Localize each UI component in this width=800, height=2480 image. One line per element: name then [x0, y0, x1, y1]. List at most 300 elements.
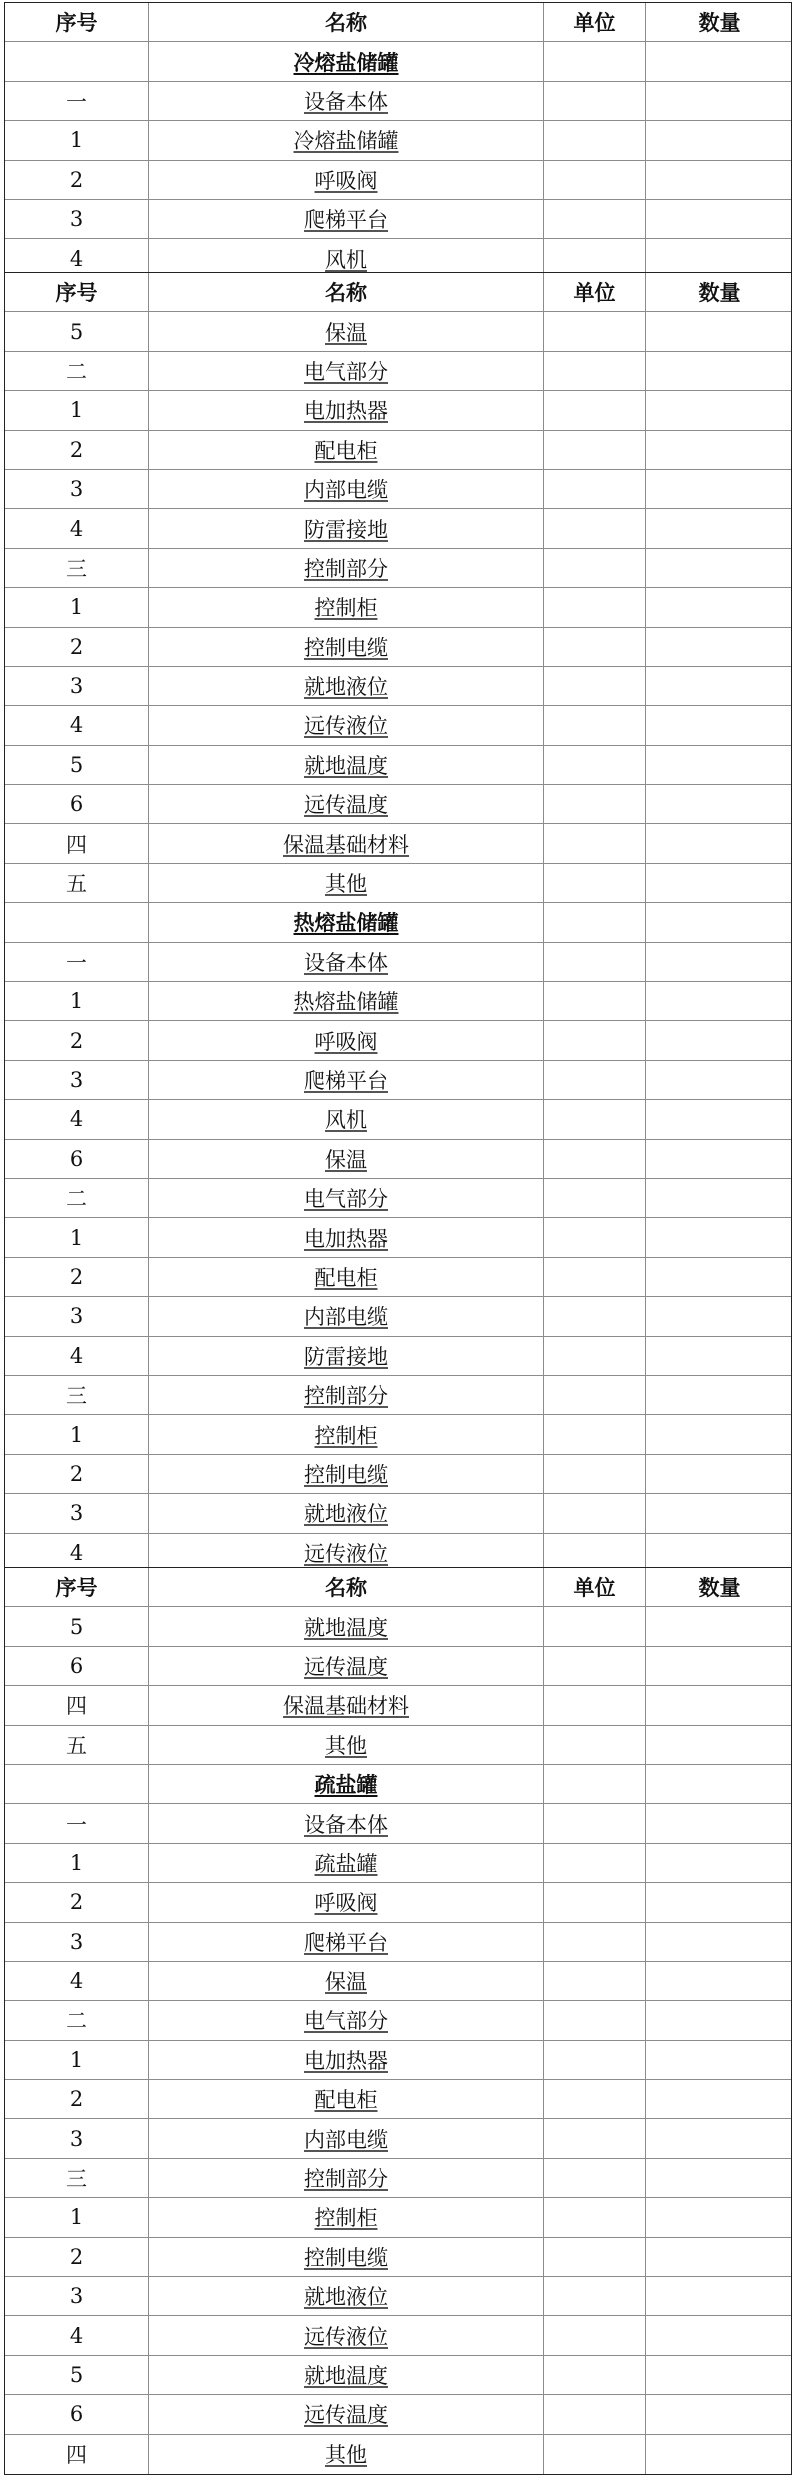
unit-cell	[544, 2080, 646, 2118]
table-row	[5, 1883, 791, 1922]
item-name-text: 风机	[325, 1108, 367, 1133]
quantity-cell	[646, 200, 793, 238]
unit-cell	[544, 352, 646, 390]
quantity-cell	[646, 785, 793, 823]
unit-cell	[544, 1647, 646, 1685]
item-number: 1	[5, 2198, 149, 2236]
quantity-cell	[646, 1923, 793, 1961]
equipment-table-1	[4, 2, 792, 280]
item-number: 四	[5, 824, 149, 862]
equipment-table-3	[4, 1567, 792, 2475]
table-row	[5, 2119, 791, 2158]
item-name-text: 控制电缆	[304, 2245, 388, 2270]
table-row	[5, 1376, 791, 1415]
unit-cell	[544, 943, 646, 981]
equipment-table-2	[4, 272, 792, 1574]
item-name	[149, 1179, 544, 1217]
item-number: 3	[5, 667, 149, 705]
table-row	[5, 1923, 791, 1962]
item-name	[149, 1218, 544, 1256]
table-row	[5, 2238, 791, 2277]
header-no: 序号	[5, 3, 149, 41]
item-name	[149, 2080, 544, 2118]
item-number: 五	[5, 864, 149, 902]
item-name-text: 防雷接地	[304, 1344, 388, 1369]
item-name-text: 呼吸阀	[314, 1029, 378, 1054]
unit-cell	[544, 667, 646, 705]
item-name	[149, 470, 544, 508]
quantity-cell	[646, 628, 793, 666]
item-number: 4	[5, 1100, 149, 1138]
table-row	[5, 2356, 791, 2395]
unit-cell	[544, 1607, 646, 1645]
item-name-text: 控制部分	[304, 2167, 388, 2192]
table-row	[5, 1021, 791, 1060]
item-name	[149, 1140, 544, 1178]
quantity-cell	[646, 2316, 793, 2354]
quantity-cell	[646, 982, 793, 1020]
item-name	[149, 2356, 544, 2394]
item-number: 二	[5, 1179, 149, 1217]
item-name-text: 控制部分	[304, 1384, 388, 1409]
item-number: 3	[5, 1923, 149, 1961]
item-name	[149, 2316, 544, 2354]
table-row	[5, 1455, 791, 1494]
table-row	[5, 82, 791, 121]
item-name	[149, 746, 544, 784]
quantity-cell	[646, 431, 793, 469]
unit-cell	[544, 509, 646, 547]
item-name-text: 电加热器	[304, 399, 388, 424]
unit-cell	[544, 1686, 646, 1724]
item-name-text: 配电柜	[314, 438, 378, 463]
unit-cell	[544, 1258, 646, 1296]
table-row	[5, 161, 791, 200]
item-name	[149, 2238, 544, 2276]
item-name-text: 远传温度	[304, 2403, 388, 2428]
unit-cell	[544, 2119, 646, 2157]
table-row	[5, 1179, 791, 1218]
header-qty: 数量	[698, 10, 741, 36]
unit-cell	[544, 864, 646, 902]
unit-cell	[544, 1923, 646, 1961]
table-row	[5, 2435, 791, 2474]
unit-cell	[544, 2435, 646, 2474]
unit-cell	[544, 1297, 646, 1335]
item-number: 3	[5, 1061, 149, 1099]
item-name	[149, 1415, 544, 1453]
unit-cell	[544, 391, 646, 429]
item-number: 3	[5, 2277, 149, 2315]
quantity-cell	[646, 312, 793, 350]
item-number: 4	[5, 509, 149, 547]
item-name	[149, 1607, 544, 1645]
table-row	[5, 431, 791, 470]
item-name-text: 其他	[325, 1733, 367, 1758]
item-number: 3	[5, 2119, 149, 2157]
header-no: 序号	[5, 273, 149, 311]
item-name-text: 疏盐罐	[314, 1772, 378, 1798]
item-name-text: 热熔盐储罐	[293, 990, 399, 1015]
quantity-cell	[646, 1258, 793, 1296]
unit-cell	[544, 1061, 646, 1099]
quantity-cell	[646, 1844, 793, 1882]
unit-cell	[544, 470, 646, 508]
item-name-text: 其他	[325, 872, 367, 897]
item-name-text: 就地温度	[304, 2364, 388, 2388]
unit-cell	[544, 2198, 646, 2236]
item-name	[149, 431, 544, 469]
item-name-text: 其他	[325, 2443, 367, 2468]
table-row	[5, 1415, 791, 1454]
table-row	[5, 1686, 791, 1725]
item-number: 2	[5, 1883, 149, 1921]
unit-cell	[544, 2041, 646, 2079]
item-name-text: 配电柜	[314, 2088, 378, 2113]
item-number: 一	[5, 82, 149, 120]
item-name	[149, 312, 544, 350]
item-number: 2	[5, 161, 149, 199]
item-name	[149, 1258, 544, 1296]
table-row	[5, 352, 791, 391]
item-number: 1	[5, 982, 149, 1020]
item-name-text: 就地液位	[304, 1502, 388, 1527]
item-number: 3	[5, 1297, 149, 1335]
quantity-cell	[646, 1021, 793, 1059]
item-name	[149, 1647, 544, 1685]
item-number: 1	[5, 1415, 149, 1453]
quantity-cell	[646, 391, 793, 429]
unit-cell	[544, 903, 646, 941]
item-number: 6	[5, 785, 149, 823]
item-number: 1	[5, 2041, 149, 2079]
item-name	[149, 2119, 544, 2157]
unit-cell	[544, 1415, 646, 1453]
item-number: 1	[5, 391, 149, 429]
unit-cell	[544, 312, 646, 350]
quantity-cell	[646, 1962, 793, 2000]
section-row	[5, 1765, 791, 1804]
table-row	[5, 1100, 791, 1139]
item-number: 2	[5, 1021, 149, 1059]
item-name-text: 爬梯平台	[304, 1930, 388, 1955]
quantity-cell	[646, 1179, 793, 1217]
item-name-text: 内部电缆	[304, 2127, 388, 2152]
item-name	[149, 1100, 544, 1138]
quantity-cell	[646, 1647, 793, 1685]
item-name-text: 爬梯平台	[304, 1069, 388, 1093]
quantity-cell	[646, 1607, 793, 1645]
table-row	[5, 943, 791, 982]
item-name-text: 就地温度	[304, 1615, 388, 1640]
table-row	[5, 1726, 791, 1765]
item-name-text: 电加热器	[304, 2048, 388, 2073]
item-name-text: 就地温度	[304, 753, 388, 778]
unit-cell	[544, 746, 646, 784]
table-row	[5, 628, 791, 667]
unit-cell	[544, 1494, 646, 1532]
item-number: 四	[5, 1686, 149, 1724]
item-number: 三	[5, 549, 149, 587]
table-row	[5, 470, 791, 509]
table-row	[5, 1647, 791, 1686]
item-number: 2	[5, 431, 149, 469]
table-row	[5, 2041, 791, 2080]
table-row	[5, 667, 791, 706]
quantity-cell	[646, 1686, 793, 1724]
item-name	[149, 2277, 544, 2315]
item-number: 一	[5, 943, 149, 981]
item-number: 四	[5, 2435, 149, 2474]
unit-cell	[544, 2316, 646, 2354]
table-row	[5, 1844, 791, 1883]
unit-cell	[544, 161, 646, 199]
unit-cell	[544, 628, 646, 666]
item-number: 2	[5, 1455, 149, 1493]
item-name-text: 保温	[325, 320, 367, 345]
unit-cell	[544, 2001, 646, 2039]
item-name	[149, 1923, 544, 1961]
unit-cell	[544, 1218, 646, 1256]
item-name-text: 控制柜	[314, 596, 378, 621]
quantity-cell	[646, 1726, 793, 1764]
section-row	[5, 903, 791, 942]
item-number: 1	[5, 1844, 149, 1882]
item-name	[149, 2001, 544, 2039]
item-name-text: 疏盐罐	[314, 1851, 378, 1876]
quantity-cell	[646, 1376, 793, 1414]
item-number: 5	[5, 1607, 149, 1645]
unit-cell	[544, 431, 646, 469]
item-name-text: 风机	[325, 248, 367, 273]
unit-cell	[544, 588, 646, 626]
quantity-cell	[646, 2119, 793, 2157]
header-name: 名称	[149, 3, 544, 41]
item-name	[149, 1021, 544, 1059]
table-header-row	[5, 3, 791, 42]
quantity-cell	[646, 903, 793, 941]
quantity-cell	[646, 1883, 793, 1921]
table-row	[5, 549, 791, 588]
item-name-text: 控制部分	[304, 556, 388, 581]
table-row	[5, 864, 791, 903]
item-name	[149, 588, 544, 626]
quantity-cell	[646, 2238, 793, 2276]
item-name-text: 保温基础材料	[283, 832, 409, 857]
item-name	[149, 1844, 544, 1882]
quantity-cell	[646, 2435, 793, 2474]
table-row	[5, 1494, 791, 1533]
item-name	[149, 943, 544, 981]
quantity-cell	[646, 2001, 793, 2039]
table-row	[5, 588, 791, 627]
item-number: 4	[5, 239, 149, 278]
item-number: 4	[5, 1534, 149, 1573]
item-name	[149, 1883, 544, 1921]
item-name-text: 远传温度	[304, 793, 388, 818]
quantity-cell	[646, 42, 793, 80]
quantity-cell	[646, 2277, 793, 2315]
item-name	[149, 785, 544, 823]
table-row	[5, 2395, 791, 2434]
unit-cell	[544, 1337, 646, 1375]
item-name	[149, 352, 544, 390]
item-name-text: 电气部分	[304, 1187, 388, 1212]
table-row	[5, 824, 791, 863]
item-number: 2	[5, 2080, 149, 2118]
quantity-cell	[646, 1061, 793, 1099]
table-row	[5, 1337, 791, 1376]
header-no: 序号	[5, 1568, 149, 1606]
item-number: 3	[5, 200, 149, 238]
quantity-cell	[646, 588, 793, 626]
table-row	[5, 200, 791, 239]
item-number: 4	[5, 1962, 149, 2000]
quantity-cell	[646, 2080, 793, 2118]
item-number	[5, 42, 149, 80]
item-number: 五	[5, 1726, 149, 1764]
quantity-cell	[646, 509, 793, 547]
table-row	[5, 2277, 791, 2316]
quantity-cell	[646, 746, 793, 784]
quantity-cell	[646, 2198, 793, 2236]
item-number: 6	[5, 1140, 149, 1178]
table-row	[5, 1258, 791, 1297]
item-name-text: 配电柜	[314, 1265, 378, 1290]
item-name	[149, 509, 544, 547]
quantity-cell	[646, 1337, 793, 1375]
item-number: 1	[5, 588, 149, 626]
item-number	[5, 903, 149, 941]
header-unit: 单位	[544, 3, 646, 41]
quantity-cell	[646, 2395, 793, 2433]
item-name-text: 冷熔盐储罐	[293, 129, 399, 154]
item-name-text: 远传液位	[304, 1542, 388, 1567]
unit-cell	[544, 1962, 646, 2000]
header-name: 名称	[149, 273, 544, 311]
item-number: 三	[5, 2159, 149, 2197]
header-unit: 单位	[544, 1568, 646, 1606]
section-title	[149, 42, 544, 80]
unit-cell	[544, 785, 646, 823]
section-title	[149, 903, 544, 941]
item-name	[149, 2159, 544, 2197]
item-number: 一	[5, 1804, 149, 1842]
table-row	[5, 706, 791, 745]
unit-cell	[544, 2238, 646, 2276]
unit-cell	[544, 2277, 646, 2315]
item-name-text: 设备本体	[304, 950, 388, 975]
item-number: 二	[5, 352, 149, 390]
table-row	[5, 2001, 791, 2040]
table-row	[5, 2316, 791, 2355]
item-name	[149, 1376, 544, 1414]
item-name	[149, 2041, 544, 2079]
item-name	[149, 2198, 544, 2236]
item-number: 2	[5, 2238, 149, 2276]
unit-cell	[544, 706, 646, 744]
item-number: 6	[5, 1647, 149, 1685]
item-name-text: 保温基础材料	[283, 1694, 409, 1719]
quantity-cell	[646, 667, 793, 705]
table-row	[5, 312, 791, 351]
quantity-cell	[646, 352, 793, 390]
section-row	[5, 42, 791, 81]
item-name	[149, 667, 544, 705]
quantity-cell	[646, 2041, 793, 2079]
item-name	[149, 1962, 544, 2000]
quantity-cell	[646, 161, 793, 199]
unit-cell	[544, 549, 646, 587]
quantity-cell	[646, 943, 793, 981]
quantity-cell	[646, 2356, 793, 2394]
unit-cell	[544, 2356, 646, 2394]
quantity-cell	[646, 2159, 793, 2197]
item-name	[149, 706, 544, 744]
item-name	[149, 1686, 544, 1724]
item-name	[149, 1337, 544, 1375]
quantity-cell	[646, 1140, 793, 1178]
item-name-text: 保温	[325, 1147, 367, 1172]
quantity-cell	[646, 1765, 793, 1803]
item-name-text: 电气部分	[304, 359, 388, 384]
item-name-text: 呼吸阀	[314, 168, 378, 193]
item-number: 二	[5, 2001, 149, 2039]
item-number	[5, 1765, 149, 1803]
item-name-text: 就地液位	[304, 2285, 388, 2310]
item-name	[149, 824, 544, 862]
table-header-row	[5, 273, 791, 312]
unit-cell	[544, 1804, 646, 1842]
table-row	[5, 1297, 791, 1336]
item-name-text: 内部电缆	[304, 1305, 388, 1330]
table-row	[5, 2198, 791, 2237]
table-row	[5, 1607, 791, 1646]
item-name-text: 热熔盐储罐	[293, 910, 399, 936]
unit-cell	[544, 1455, 646, 1493]
table-row	[5, 1140, 791, 1179]
item-name-text: 呼吸阀	[314, 1891, 378, 1916]
item-name	[149, 982, 544, 1020]
header-qty: 数量	[698, 280, 741, 306]
item-number: 2	[5, 628, 149, 666]
unit-cell	[544, 982, 646, 1020]
quantity-cell	[646, 82, 793, 120]
unit-cell	[544, 1765, 646, 1803]
item-name-text: 电气部分	[304, 2009, 388, 2034]
item-name-text: 控制电缆	[304, 635, 388, 660]
table-row	[5, 2080, 791, 2119]
item-number: 5	[5, 2356, 149, 2394]
item-name-text: 控制电缆	[304, 1462, 388, 1487]
item-name-text: 内部电缆	[304, 478, 388, 503]
item-name-text: 冷熔盐储罐	[293, 49, 399, 75]
quantity-cell	[646, 470, 793, 508]
unit-cell	[544, 42, 646, 80]
quantity-cell	[646, 1297, 793, 1335]
table-row	[5, 121, 791, 160]
item-name-text: 控制柜	[314, 2206, 378, 2231]
item-number: 4	[5, 2316, 149, 2354]
item-name	[149, 1455, 544, 1493]
item-name	[149, 121, 544, 159]
item-name	[149, 200, 544, 238]
item-number: 三	[5, 1376, 149, 1414]
header-unit: 单位	[544, 273, 646, 311]
table-row	[5, 1218, 791, 1257]
item-name-text: 防雷接地	[304, 517, 388, 542]
item-name-text: 爬梯平台	[304, 208, 388, 233]
